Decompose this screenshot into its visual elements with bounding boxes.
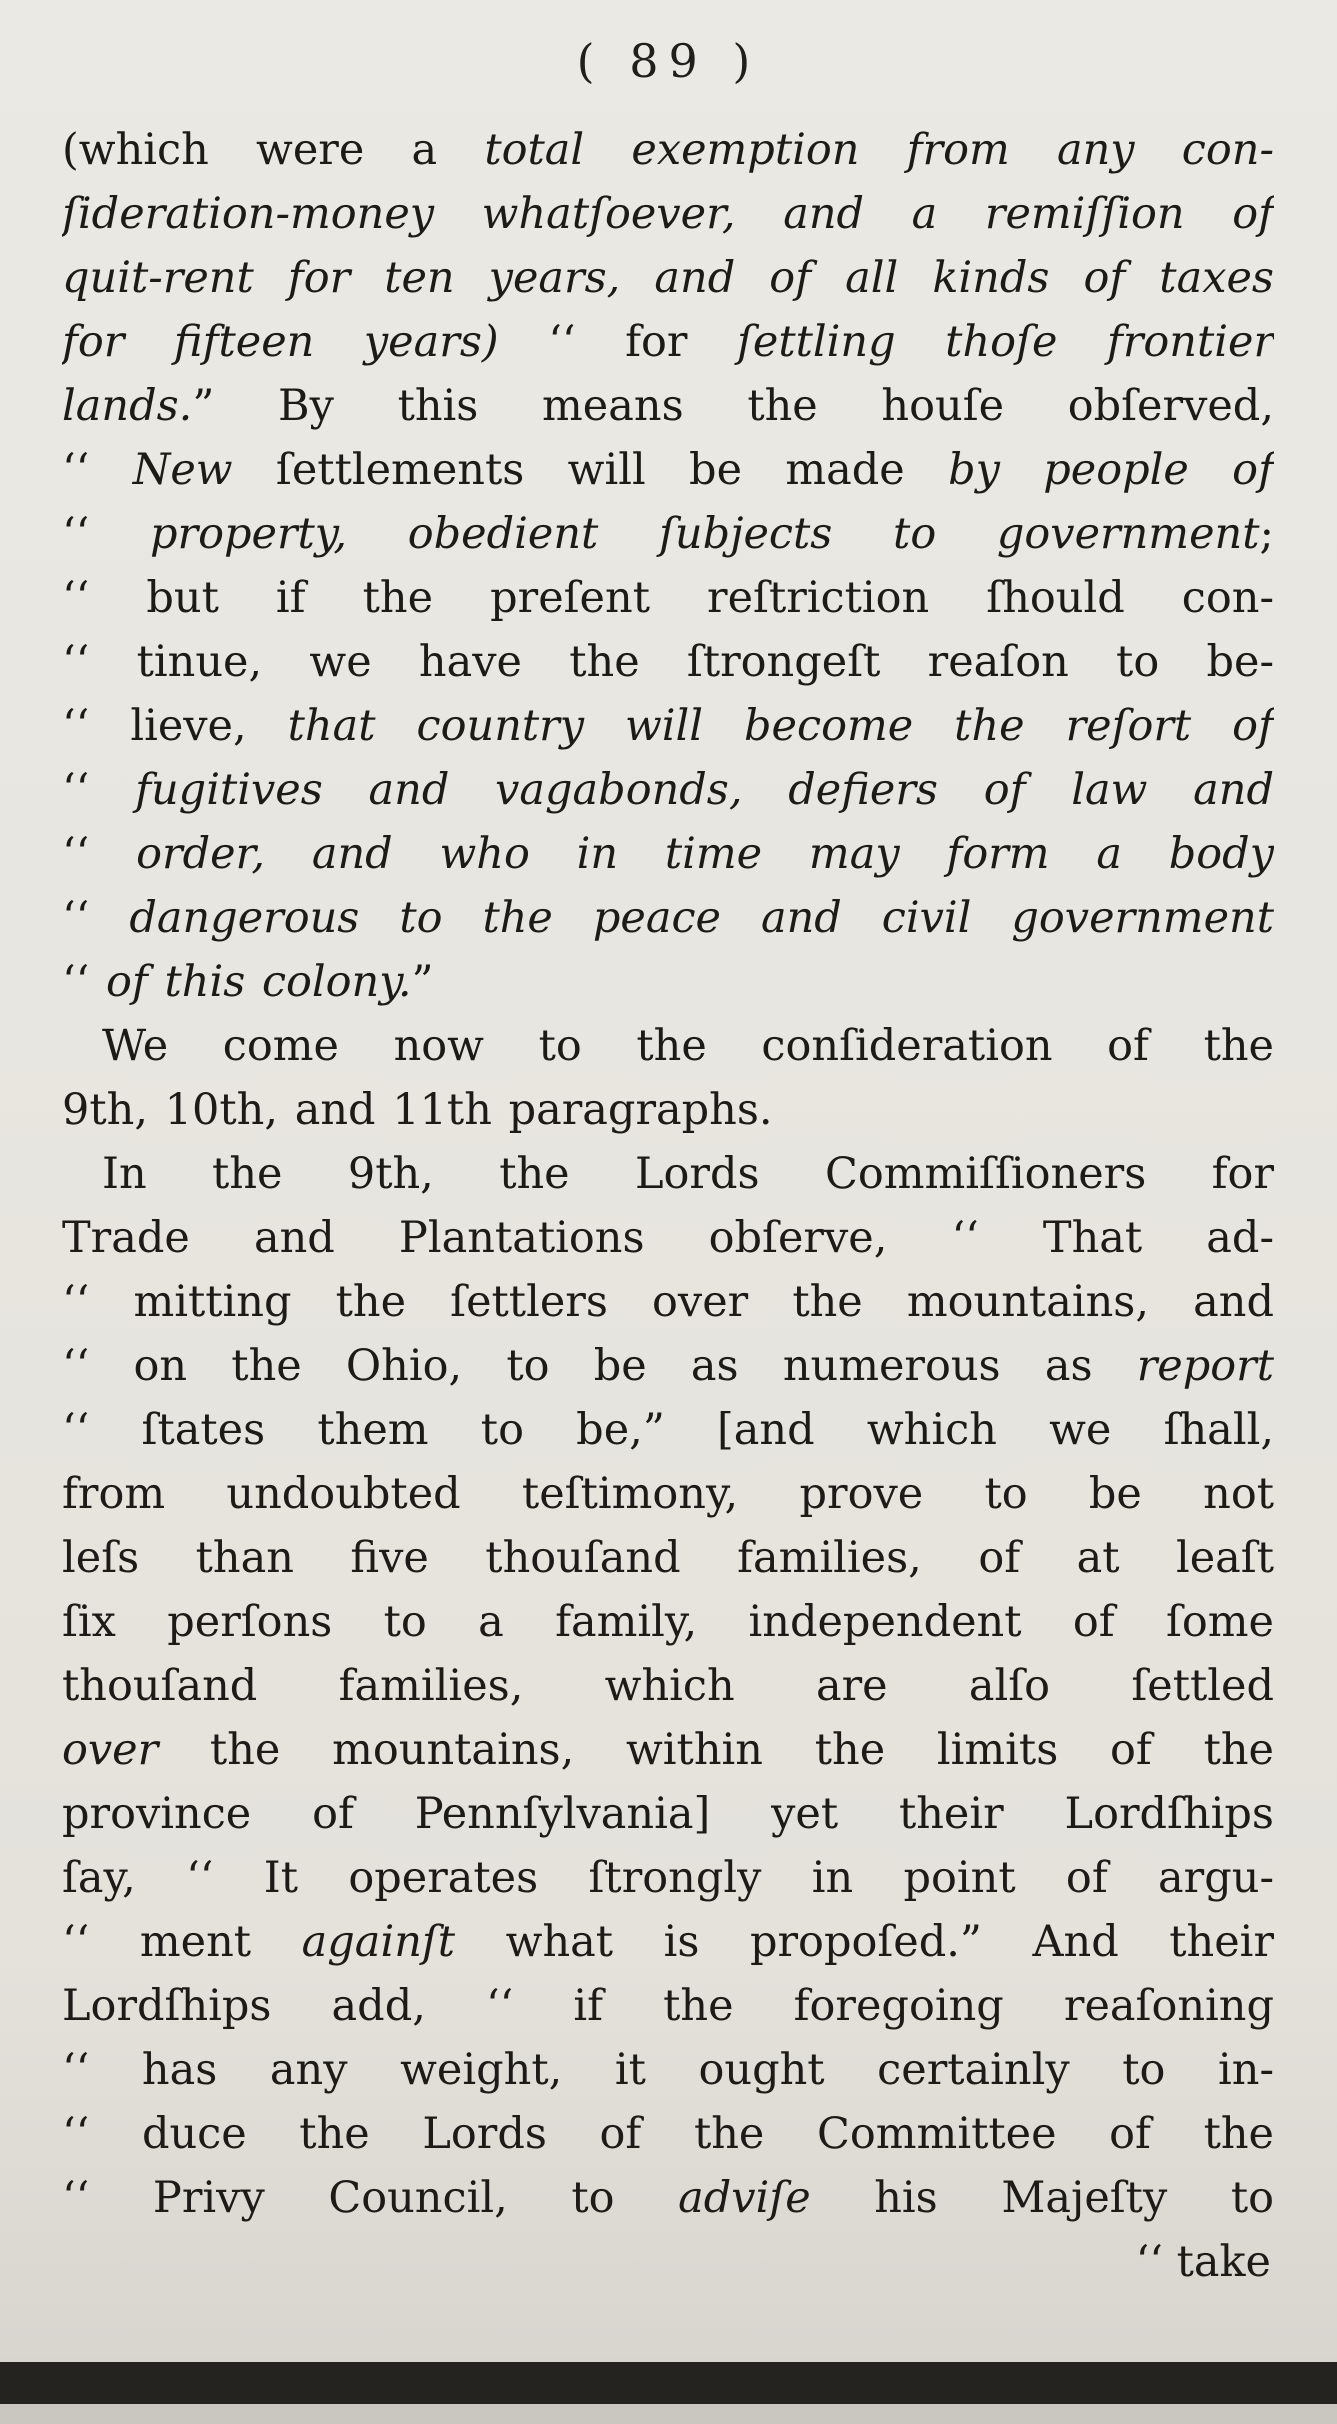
- italic-text-segment: property, obedient ſubjects to government: [150, 509, 1260, 559]
- roman-text-segment: thouſand families, which are alſo ſettled: [62, 1661, 1274, 1711]
- italic-text-segment: New: [132, 445, 233, 495]
- roman-text-segment: ‘‘ lieve,: [62, 701, 288, 751]
- text-line: [62, 1270, 1274, 1334]
- roman-text-segment: ‘‘: [62, 765, 136, 815]
- roman-text-segment: Lordſhips add, ‘‘ if the foregoing reaſoning: [62, 1981, 1274, 2031]
- roman-text-segment: ”: [411, 957, 434, 1007]
- catchword: ‘‘ take: [1135, 2237, 1271, 2287]
- text-line: [62, 950, 1274, 1014]
- text-line: [62, 182, 1274, 246]
- italic-text-segment: dangerous to the peace and civil government: [129, 893, 1274, 943]
- roman-text-segment: what is propoſed.” And their: [455, 1917, 1274, 1967]
- roman-text-segment: 9th, 10th, and 11th paragraphs.: [62, 1085, 773, 1135]
- text-line: [62, 1142, 1274, 1206]
- text-line: [62, 1910, 1274, 1974]
- text-line: [62, 246, 1274, 310]
- italic-text-segment: adviſe: [678, 2173, 811, 2223]
- text-line: [62, 886, 1274, 950]
- roman-text-segment: ‘‘ tinue, we have the ſtrongeſt reaſon to be-: [62, 637, 1274, 687]
- text-line: [62, 1526, 1274, 1590]
- roman-text-segment: ‘‘ has any weight, it ought certainly to in-: [62, 2045, 1274, 2095]
- roman-text-segment: ‘‘: [62, 893, 130, 943]
- roman-text-segment: ſettlements will be made: [232, 445, 949, 495]
- text-line: [62, 374, 1274, 438]
- roman-text-segment: ‘‘ ment: [62, 1917, 302, 1967]
- text-line: [62, 822, 1274, 886]
- roman-text-segment: Trade and Plantations obſerve, ‘‘ That ad-: [62, 1213, 1274, 1263]
- text-line: [62, 1398, 1274, 1462]
- italic-text-segment: of this colony.: [106, 957, 412, 1007]
- scan-bottom-edge-light: [0, 2404, 1337, 2424]
- text-line: [62, 502, 1274, 566]
- italic-text-segment: total exemption from any con-: [484, 125, 1274, 175]
- roman-text-segment: ” By this means the houſe obſerved,: [192, 381, 1274, 431]
- text-line: [62, 694, 1274, 758]
- text-line: [62, 630, 1274, 694]
- italic-text-segment: report: [1136, 1341, 1274, 1391]
- italic-text-segment: quit-rent for ten years, and of all kinds of taxes: [62, 253, 1274, 303]
- page-number: ( 89 ): [576, 34, 761, 88]
- text-line: [62, 1206, 1274, 1270]
- text-line: [62, 1462, 1274, 1526]
- roman-text-segment: province of Pennſylvania] yet their Lordſhips: [62, 1789, 1274, 1839]
- roman-text-segment: ‘‘ for: [498, 317, 737, 367]
- text-line: [62, 758, 1274, 822]
- italic-text-segment: by people of: [948, 445, 1274, 495]
- roman-text-segment: his Majeſty to: [810, 2173, 1274, 2223]
- roman-text-segment: ſay, ‘‘ It operates ſtrongly in point of argu-: [62, 1853, 1274, 1903]
- roman-text-segment: ſix perſons to a family, independent of ſome: [62, 1597, 1274, 1647]
- roman-text-segment: In the 9th, the Lords Commiſſioners for: [102, 1149, 1274, 1199]
- text-line: [62, 1078, 1274, 1142]
- text-line: [62, 1782, 1274, 1846]
- roman-text-segment: ‘‘ mitting the ſettlers over the mountains, and: [62, 1277, 1274, 1327]
- scan-bottom-edge-dark: [0, 2362, 1337, 2404]
- roman-text-segment: ‘‘ ſtates them to be,” [and which we ſhall,: [62, 1405, 1274, 1455]
- roman-text-segment: (which were a: [62, 125, 485, 175]
- roman-text-segment: ‘‘ but if the preſent reſtriction ſhould con-: [62, 573, 1274, 623]
- text-line: [62, 1590, 1274, 1654]
- roman-text-segment: leſs than five thouſand families, of at leaſt: [62, 1533, 1274, 1583]
- text-line: [62, 1974, 1274, 2038]
- italic-text-segment: that country will become the reſort of: [287, 701, 1274, 751]
- italic-text-segment: for fifteen years): [62, 317, 499, 367]
- italic-text-segment: over: [62, 1725, 159, 1775]
- text-line: [62, 438, 1274, 502]
- italic-text-segment: lands.: [62, 381, 193, 431]
- text-line: [62, 310, 1274, 374]
- italic-text-segment: againſt: [301, 1917, 456, 1967]
- italic-text-segment: ſideration-money whatſoever, and a remiſſion of: [62, 189, 1274, 239]
- text-line: [62, 1846, 1274, 1910]
- roman-text-segment: from undoubted teſtimony, prove to be not: [62, 1469, 1274, 1519]
- roman-text-segment: ‘‘: [62, 445, 133, 495]
- text-line: [62, 1334, 1274, 1398]
- text-line: [62, 2166, 1274, 2230]
- italic-text-segment: ſettling thoſe frontier: [736, 317, 1274, 367]
- italic-text-segment: order, and who in time may form a body: [136, 829, 1274, 879]
- text-line: [62, 118, 1274, 182]
- italic-text-segment: fugitives and vagabonds, defiers of law and: [135, 765, 1274, 815]
- page-text-block: [62, 118, 1274, 2230]
- roman-text-segment: the mountains, within the limits of the: [158, 1725, 1274, 1775]
- text-line: [62, 566, 1274, 630]
- roman-text-segment: ‘‘: [62, 957, 107, 1007]
- text-line: [62, 2038, 1274, 2102]
- roman-text-segment: ‘‘ duce the Lords of the Committee of the: [62, 2109, 1274, 2159]
- text-line: [62, 1718, 1274, 1782]
- text-line: [62, 2102, 1274, 2166]
- text-line: [62, 1654, 1274, 1718]
- roman-text-segment: We come now to the conſideration of the: [102, 1021, 1274, 1071]
- roman-text-segment: ‘‘ Privy Council, to: [62, 2173, 679, 2223]
- roman-text-segment: ‘‘: [62, 509, 151, 559]
- text-line: [62, 1014, 1274, 1078]
- roman-text-segment: ‘‘ on the Ohio, to be as numerous as: [62, 1341, 1137, 1391]
- roman-text-segment: ‘‘: [62, 829, 137, 879]
- roman-text-segment: ;: [1259, 509, 1274, 559]
